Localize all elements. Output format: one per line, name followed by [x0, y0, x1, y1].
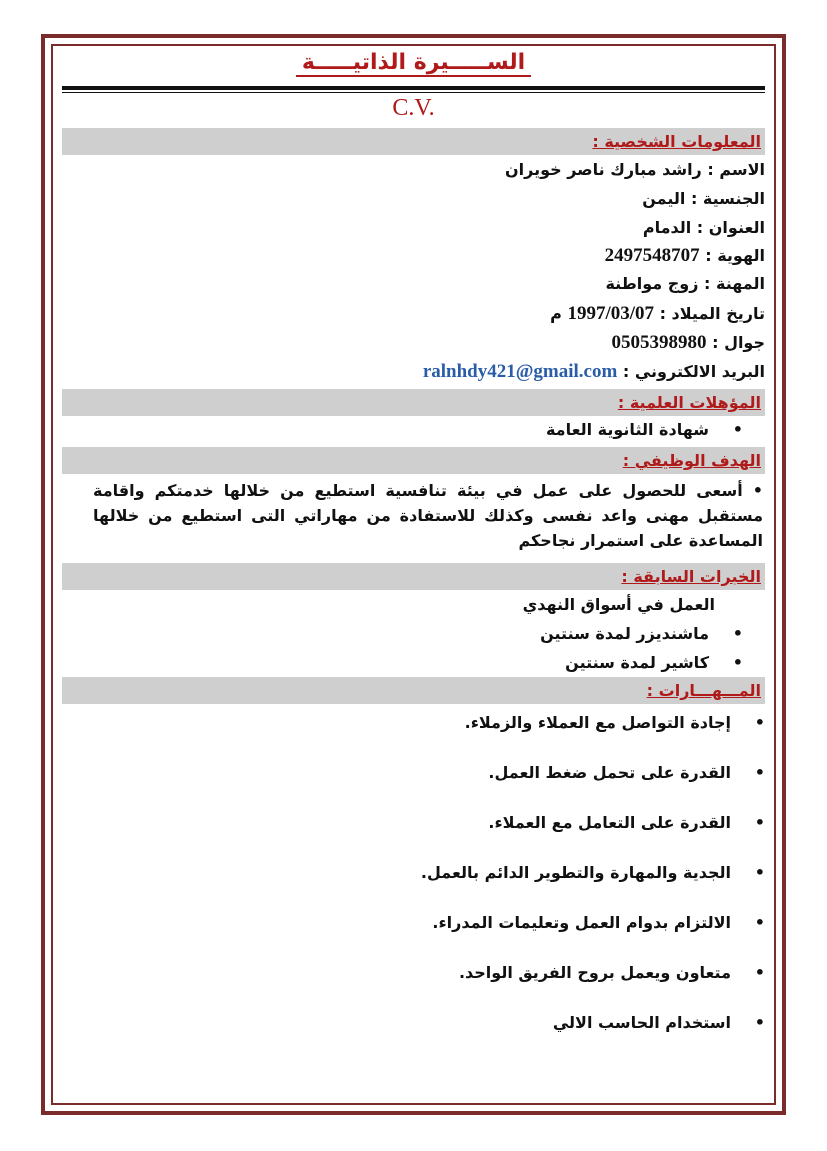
- skill-item: • القدرة على تحمل ضغط العمل.: [488, 763, 765, 782]
- profession-value: زوج مواطنة: [605, 274, 699, 293]
- id-row: [605, 245, 765, 267]
- address-label: العنوان :: [696, 218, 765, 237]
- nationality-row: [642, 189, 765, 208]
- title-rule-thin: [62, 92, 765, 93]
- birth-value: 1997/03/07: [567, 303, 654, 324]
- skill-item: • استخدام الحاسب الالي: [553, 1013, 765, 1032]
- nationality-value: اليمن: [642, 189, 686, 208]
- section-personal-heading: المعلومات الشخصية :: [62, 128, 765, 155]
- birth-row: [550, 303, 765, 325]
- objective-paragraph: • أسعى للحصول على عمل في بيئة تنافسية استطيع من خلالها خدمتكم واقامة مستقبل مهنى واعد نفسى وكذلك للاستفادة من مهاراتي التى استطيع من خلالها المساعدة على استمرار نجاحكم: [93, 481, 764, 550]
- section-objective-heading: الهدف الوظيفي :: [62, 447, 765, 474]
- mobile-label: جوال :: [712, 333, 765, 352]
- qualification-item: • شهادة الثانوية العامة: [546, 420, 743, 439]
- profession-row: [605, 274, 765, 293]
- experience-item: • ماشنديزر لمدة سنتين: [540, 624, 743, 643]
- skill-item: • الالتزام بدوام العمل وتعليمات المدراء.: [432, 913, 765, 932]
- skill-item: • الجدية والمهارة والتطوير الدائم بالعمل.: [421, 863, 765, 882]
- section-skills-heading: المـــهـــارات :: [62, 677, 765, 704]
- birth-label: تاريخ الميلاد :: [659, 304, 765, 323]
- address-row: [643, 218, 765, 237]
- name-label: الاسم :: [707, 160, 765, 179]
- cv-label: C.V.: [392, 95, 435, 121]
- experience-item: • كاشير لمدة سنتين: [565, 653, 743, 672]
- section-experience-heading: الخبرات السابقة :: [62, 563, 765, 590]
- skill-item: • إجادة التواصل مع العملاء والزملاء.: [465, 713, 765, 732]
- mobile-row: [612, 332, 765, 354]
- nationality-label: الجنسية :: [690, 189, 765, 208]
- experience-intro: العمل في أسواق النهدي: [522, 595, 715, 614]
- name-value: راشد مبارك ناصر خويران: [504, 160, 702, 179]
- mobile-value: 0505398980: [611, 332, 707, 353]
- skill-item: • القدرة على التعامل مع العملاء.: [488, 813, 765, 832]
- email-row: [423, 361, 765, 383]
- email-label: البريد الالكتروني :: [622, 362, 765, 381]
- skill-item: • متعاون ويعمل بروح الفريق الواحد.: [459, 963, 765, 982]
- name-row: [505, 160, 765, 179]
- id-value: 2497548707: [604, 245, 700, 266]
- objective-text: أسعى للحصول على عمل في بيئة تنافسية استطيع من خلالها خدمتكم واقامة مستقبل مهنى واعد نفسى وكذلك للاستفادة من مهاراتي التى استطيع من خلالها المساعدة على استمرار نجاحكم: [93, 481, 763, 550]
- birth-suffix: م: [550, 304, 562, 323]
- email-link[interactable]: ralnhdy421@gmail.com: [422, 361, 618, 382]
- page-title: الســـــيرة الذاتيـــــة: [0, 50, 827, 75]
- section-qualifications-heading: المؤهلات العلمية :: [62, 389, 765, 416]
- title-rule-thick: [62, 86, 765, 90]
- id-label: الهوية :: [705, 246, 765, 265]
- address-value: الدمام: [642, 218, 692, 237]
- profession-label: المهنة :: [704, 274, 765, 293]
